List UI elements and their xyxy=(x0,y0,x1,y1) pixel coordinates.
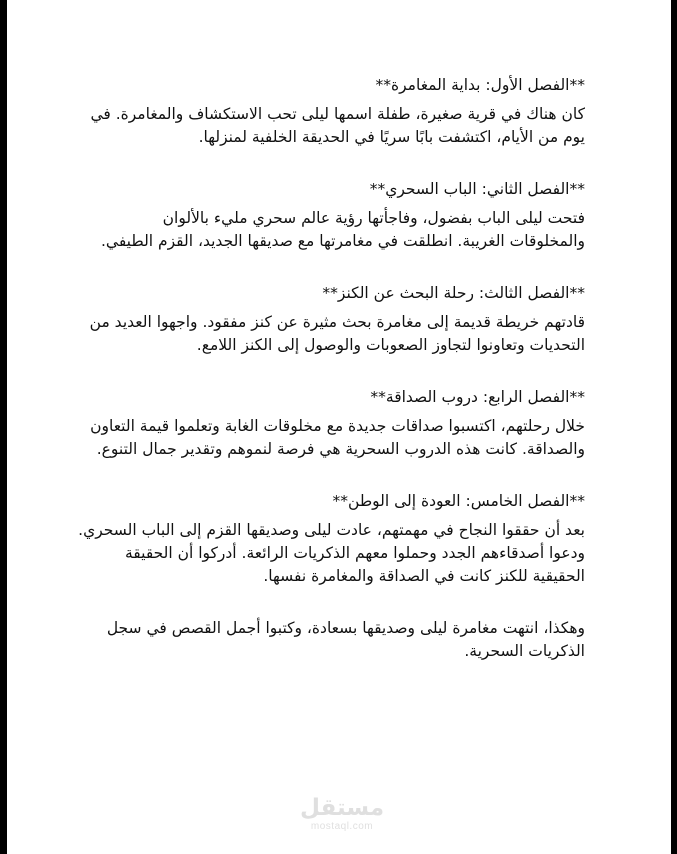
paragraph-line: يوم من الأيام، اكتشفت بابًا سريًا في الحديقة الخلفية لمنزلها. xyxy=(198,128,585,146)
chapter-title: **الفصل الثالث: رحلة البحث عن الكنز** xyxy=(322,284,585,302)
chapter-title: **الفصل الثاني: الباب السحري** xyxy=(369,180,585,198)
chapter-body xyxy=(65,519,585,588)
document-page xyxy=(7,0,671,854)
chapter-body xyxy=(65,311,585,357)
chapter-body xyxy=(65,207,585,253)
paragraph-line: خلال رحلتهم، اكتسبوا صداقات جديدة مع مخلوقات الغابة وتعلموا قيمة التعاون xyxy=(90,417,585,435)
paragraph-line: التحديات وتعاونوا لتجاوز الصعوبات والوصول إلى الكنز اللامع. xyxy=(196,336,585,354)
chapter-title: **الفصل الرابع: دروب الصداقة** xyxy=(370,388,585,406)
paragraph-line: قادتهم خريطة قديمة إلى مغامرة بحث مثيرة عن كنز مفقود. واجهوا العديد من xyxy=(89,313,585,331)
paragraph-line: بعد أن حققوا النجاح في مهمتهم، عادت ليلى وصديقها القزم إلى الباب السحري. xyxy=(78,521,585,539)
watermark-logo-text: مستقل xyxy=(299,795,385,821)
watermark-url: mostaql.com xyxy=(310,821,374,832)
paragraph-line: الحقيقية للكنز كانت في الصداقة والمغامرة نفسها. xyxy=(263,567,585,585)
chapter-3 xyxy=(65,282,585,357)
watermark-logo xyxy=(295,795,389,832)
paragraph-line: كان هناك في قرية صغيرة، طفلة اسمها ليلى تحب الاستكشاف والمغامرة. في xyxy=(90,105,585,123)
conclusion-paragraph xyxy=(65,617,585,663)
paragraph-line: ودعوا أصدقاءهم الجدد وحملوا معهم الذكريات الرائعة. أدركوا أن الحقيقة xyxy=(124,544,585,562)
chapter-body xyxy=(65,103,585,149)
chapter-body xyxy=(65,415,585,461)
paragraph-line: فتحت ليلى الباب بفضول، وفاجأتها رؤية عالم سحري مليء بالألوان xyxy=(162,209,585,227)
chapter-1 xyxy=(65,74,585,149)
chapter-title: **الفصل الأول: بداية المغامرة** xyxy=(375,76,585,94)
chapter-2 xyxy=(65,178,585,253)
chapter-title: **الفصل الخامس: العودة إلى الوطن** xyxy=(332,492,585,510)
paragraph-line: وهكذا، انتهت مغامرة ليلى وصديقها بسعادة، وكتبوا أجمل القصص في سجل xyxy=(106,619,585,637)
paragraph-line: الذكريات السحرية. xyxy=(464,642,585,660)
chapter-4 xyxy=(65,386,585,461)
paragraph-line: والمخلوقات الغريبة. انطلقت في مغامرتها مع صديقها الجديد، القزم الطيفي. xyxy=(101,232,585,250)
story-document xyxy=(65,74,585,663)
chapter-5 xyxy=(65,490,585,588)
paragraph-line: والصداقة. كانت هذه الدروب السحرية هي فرصة لنموهم وتقدير جمال التنوع. xyxy=(96,440,585,458)
